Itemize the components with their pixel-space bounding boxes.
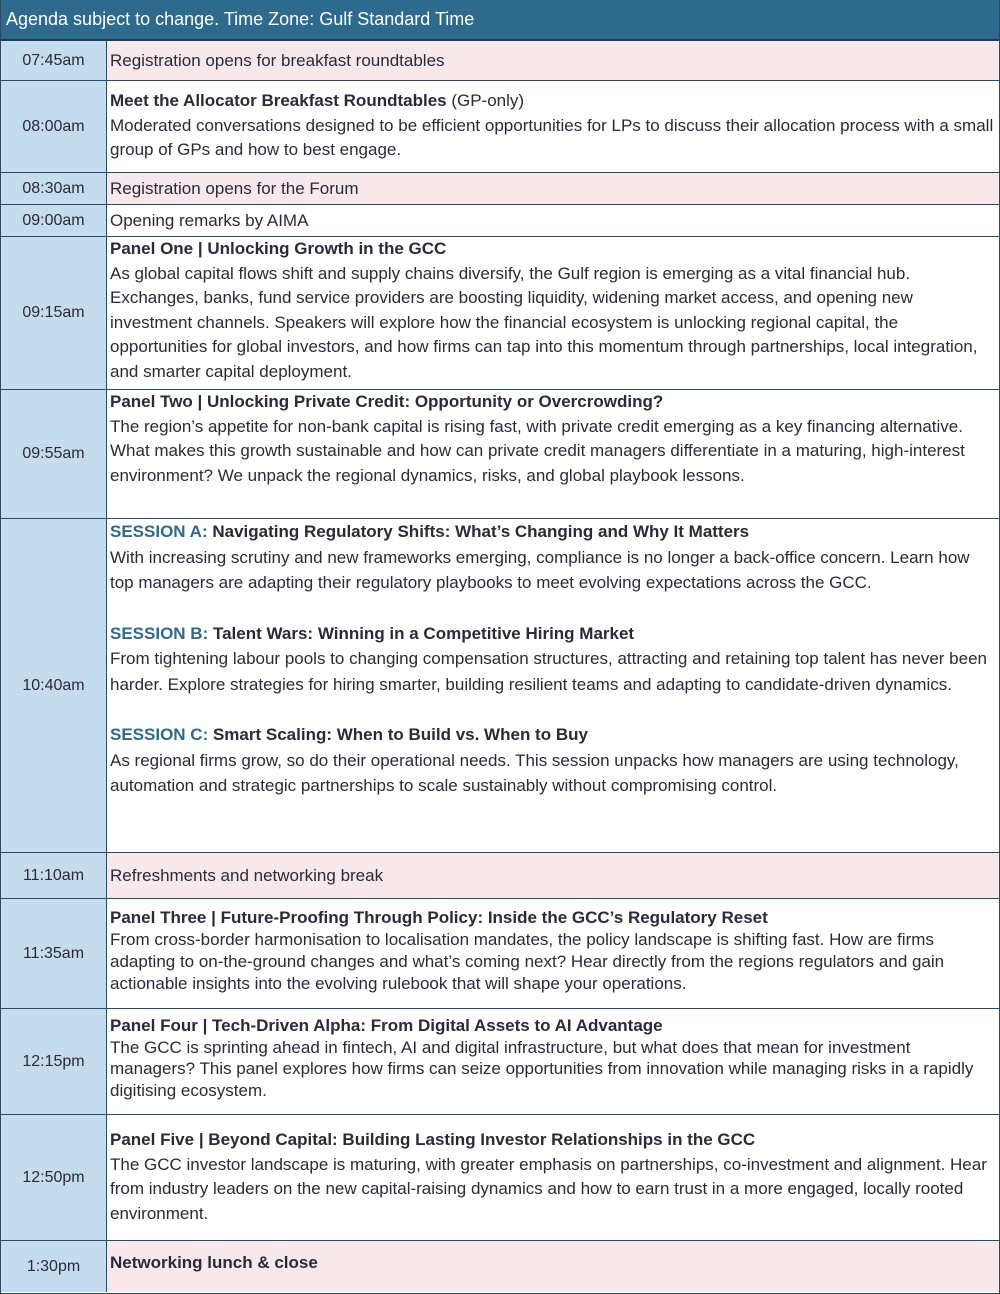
agenda-item-title: Panel One | Unlocking Growth in the GCC xyxy=(110,239,447,258)
session-title: Talent Wars: Winning in a Competitive Hiring Market xyxy=(208,623,635,643)
agenda-item-text: Refreshments and networking break xyxy=(110,865,384,885)
content-cell xyxy=(107,81,999,172)
agenda-item-text: Registration opens for the Forum xyxy=(110,178,359,198)
content-cell xyxy=(107,899,999,1008)
agenda-row xyxy=(1,205,999,237)
agenda-item-title: Panel Three | Future-Proofing Through Policy: Inside the GCC’s Regulatory Reset xyxy=(110,908,768,927)
session-label: SESSION B: xyxy=(110,623,209,643)
content-cell xyxy=(107,390,999,518)
agenda-row xyxy=(1,853,999,899)
session-title: Smart Scaling: When to Build vs. When to Buy xyxy=(208,725,588,744)
session-block xyxy=(110,621,995,698)
agenda-item-title: Networking lunch & close xyxy=(110,1253,318,1272)
content-cell xyxy=(107,173,999,204)
time-cell: 12:50pm xyxy=(1,1115,107,1240)
agenda-item-description: The GCC is sprinting ahead in fintech, AI and digital infrastructure, but what does that mean for investment managers? This panel explores how firms can seize opportunities from innovation while managing risks in a rapidly digitising ecosystem. xyxy=(110,1037,974,1100)
time-cell: 11:10am xyxy=(1,853,107,898)
agenda-row xyxy=(1,1241,999,1292)
agenda-item-title: Panel Four | Tech-Driven Alpha: From Digital Assets to AI Advantage xyxy=(110,1016,663,1035)
content-cell xyxy=(107,519,999,852)
agenda-item-text: Registration opens for breakfast roundtables xyxy=(110,50,445,70)
time-cell: 10:40am xyxy=(1,519,107,852)
time-cell: 12:15pm xyxy=(1,1009,107,1114)
time-cell: 07:45am xyxy=(1,41,107,80)
agenda-header: Agenda subject to change. Time Zone: Gulf Standard Time xyxy=(1,0,999,41)
content-cell xyxy=(107,853,999,898)
time-cell: 1:30pm xyxy=(1,1241,107,1292)
time-cell: 08:30am xyxy=(1,173,107,204)
agenda-row xyxy=(1,519,999,853)
agenda-item-title: Meet the Allocator Breakfast Roundtables xyxy=(110,91,447,110)
session-label: SESSION A: xyxy=(110,522,208,541)
agenda-item-title: Panel Two | Unlocking Private Credit: Opportunity or Overcrowding? xyxy=(110,392,664,411)
session-description: With increasing scrutiny and new frameworks emerging, compliance is no longer a back-office concern. Learn how top managers are adapting their regulatory playbooks to meet evolving expectations across the GCC. xyxy=(110,547,970,592)
agenda-item-description: The GCC investor landscape is maturing, with greater emphasis on partnerships, co-investment and alignment. Hear from industry leaders on the new capital-raising dynamics and how to earn trust in a more engaged, locally rooted environment. xyxy=(110,1154,987,1223)
content-cell xyxy=(107,237,999,389)
agenda-item-description: From cross-border harmonisation to localisation mandates, the policy landscape is shifting fast. How are firms adapting to on-the-ground changes and what’s coming next? Hear directly from the regions regulators and gain actionable insights into the evolving rulebook that will shape your operations. xyxy=(110,930,945,993)
agenda-item-description: As global capital flows shift and supply chains diversify, the Gulf region is emerging as a vital financial hub. Exchanges, banks, fund service providers are boosting liquidity, widening market access, and opening new investment channels. Speakers will explore how the financial ecosystem is unlocking regional capital, the opportunities for global investors, and how firms can tap into this momentum through partnerships, local integration, and smarter capital deployment. xyxy=(110,263,978,381)
agenda-item-description: Moderated conversations designed to be efficient opportunities for LPs to discuss their allocation process with a small group of GPs and how to best engage. xyxy=(110,115,994,159)
time-cell: 09:55am xyxy=(1,390,107,518)
session-description: As regional firms grow, so do their operational needs. This session unpacks how managers are using technology, automation and strategic partnerships to scale sustainably without compromising control. xyxy=(110,750,959,795)
agenda-row xyxy=(1,81,999,173)
agenda-item-note: (GP-only) xyxy=(446,91,525,110)
session-block xyxy=(110,722,995,799)
content-cell xyxy=(107,1009,999,1114)
session-title: Navigating Regulatory Shifts: What’s Changing and Why It Matters xyxy=(207,522,750,541)
time-cell: 09:15am xyxy=(1,237,107,389)
agenda-row xyxy=(1,1009,999,1115)
session-label: SESSION C: xyxy=(110,725,209,744)
content-cell xyxy=(107,1241,999,1292)
time-cell: 08:00am xyxy=(1,81,107,172)
content-cell xyxy=(107,1115,999,1240)
agenda-row xyxy=(1,899,999,1009)
session-block xyxy=(110,519,995,596)
agenda-row xyxy=(1,390,999,519)
time-cell: 09:00am xyxy=(1,205,107,236)
time-cell: 11:35am xyxy=(1,899,107,1008)
content-cell xyxy=(107,205,999,236)
agenda-row xyxy=(1,41,999,81)
agenda-row xyxy=(1,173,999,205)
agenda-item-text: Opening remarks by AIMA xyxy=(110,210,309,230)
content-cell xyxy=(107,41,999,80)
agenda-row xyxy=(1,237,999,390)
agenda-item-title: Panel Five | Beyond Capital: Building Lasting Investor Relationships in the GCC xyxy=(110,1130,756,1149)
session-description: From tightening labour pools to changing compensation structures, attracting and retaining top talent has never been harder. Explore strategies for hiring smarter, building resilient teams and adapting to candidate-driven dynamics. xyxy=(110,649,987,694)
agenda-row xyxy=(1,1115,999,1241)
agenda-item-description: The region’s appetite for non-bank capital is rising fast, with private credit emerging as a key financing alternative. What makes this growth sustainable and how can private credit managers differentiate in a maturing, high-interest environment? We unpack the regional dynamics, risks, and global playbook lessons. xyxy=(110,416,965,485)
